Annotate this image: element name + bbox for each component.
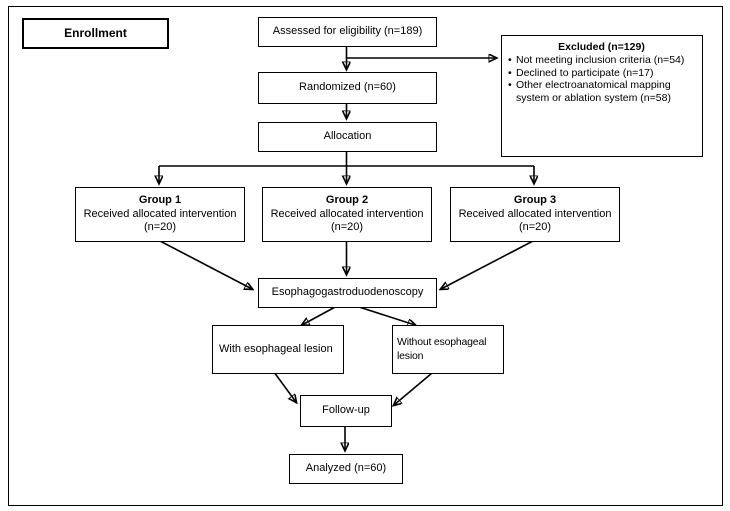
esophagogastroduodenoscopy-box: Esophagogastroduodenoscopy	[258, 278, 437, 308]
with-esophageal-lesion-box: With esophageal lesion	[212, 325, 344, 374]
group2-box	[262, 187, 432, 242]
group3-n: (n=20)	[518, 221, 552, 234]
group1-intervention: Received allocated intervention	[83, 207, 237, 220]
excluded-reason: • Declined to participate (n=17)	[508, 67, 695, 80]
without-esophageal-lesion-box: Without esophageal lesion	[392, 325, 504, 374]
group3-intervention: Received allocated intervention	[458, 207, 612, 220]
excluded-reason: • Not meeting inclusion criteria (n=54)	[508, 54, 695, 67]
analyzed-box: Analyzed (n=60)	[289, 454, 403, 484]
group1-n: (n=20)	[143, 221, 177, 234]
group3-box	[450, 187, 620, 242]
group1-box	[75, 187, 245, 242]
excluded-reason: • Other electroanatomical mapping system or ablation system (n=58)	[508, 79, 695, 105]
group2-n: (n=20)	[330, 221, 364, 234]
group1-title: Group 1	[138, 193, 182, 206]
allocation-box: Allocation	[258, 122, 437, 152]
randomized-box: Randomized (n=60)	[258, 72, 437, 104]
assessed-eligibility-box: Assessed for eligibility (n=189)	[258, 17, 437, 47]
excluded-title: Excluded (n=129)	[558, 41, 645, 53]
followup-box: Follow-up	[300, 395, 392, 427]
group2-intervention: Received allocated intervention	[270, 207, 424, 220]
excluded-box	[501, 35, 703, 157]
excluded-reasons-list	[508, 54, 695, 105]
enrollment-label: Enrollment	[22, 18, 169, 49]
group2-title: Group 2	[325, 193, 369, 206]
group3-title: Group 3	[513, 193, 557, 206]
